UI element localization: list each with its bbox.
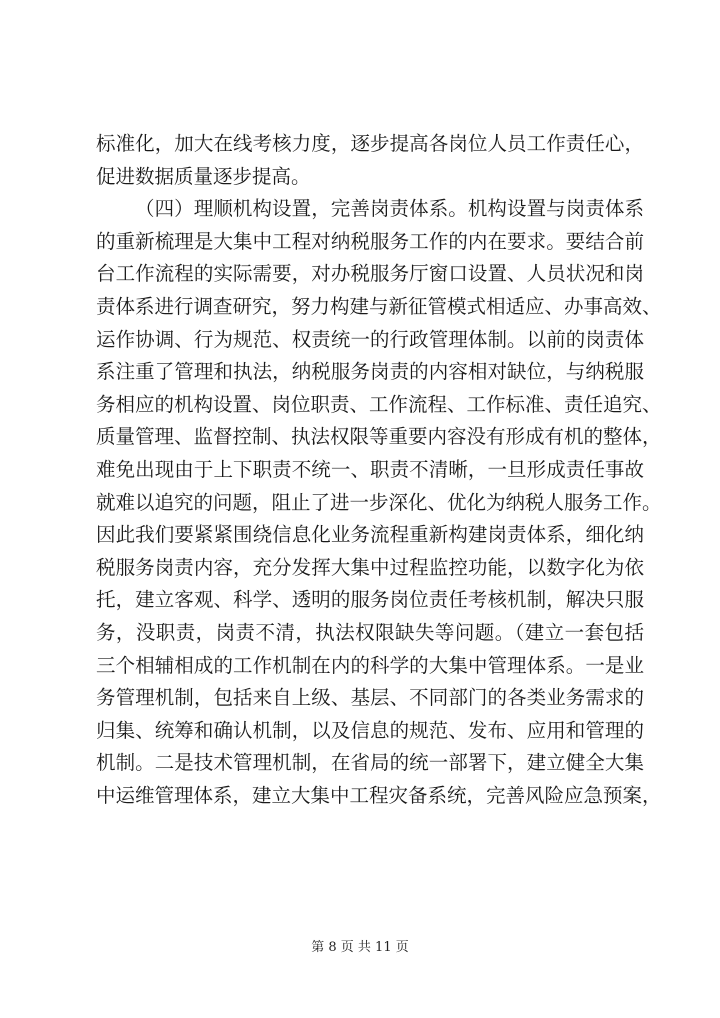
- text-line: 税服务岗责内容，充分发挥大集中过程监控功能，以数字化为依: [96, 555, 644, 579]
- text-line: 标准化，加大在线考核力度，逐步提高各岗位人员工作责任心，: [96, 132, 644, 155]
- text-line: 务管理机制，包括来自上级、基层、不同部门的各类业务需求的: [96, 686, 644, 710]
- text-line: 因此我们要紧紧围绕信息化业务流程重新构建岗责体系，细化纳: [96, 523, 644, 547]
- text-line: 托，建立客观、科学、透明的服务岗位责任考核机制，解决只服: [96, 588, 644, 612]
- section-heading-line: （四）理顺机构设置，完善岗责体系。机构设置与岗责体系: [135, 197, 644, 221]
- page-footer: 第 8 页 共 11 页: [311, 940, 409, 955]
- text-line: 运作协调、行为规范、权责统一的行政管理体制。以前的岗责体: [96, 327, 644, 351]
- text-line: 的重新梳理是大集中工程对纳税服务工作的内在要求。要结合前: [96, 229, 644, 253]
- text-line: 务，没职责，岗责不清，执法权限缺失等问题。（建立一套包括: [96, 620, 644, 644]
- text-line: 机制。二是技术管理机制，在省局的统一部署下，建立健全大集: [96, 751, 644, 775]
- text-line: 就难以追究的问题，阻止了进一步深化、优化为纳税人服务工作。: [96, 490, 662, 514]
- text-line: 中运维管理体系，建立大集中工程灾备系统，完善风险应急预案，: [96, 783, 662, 807]
- text-line: 台工作流程的实际需要，对办税服务厅窗口设置、人员状况和岗: [96, 262, 644, 286]
- text-line: 务相应的机构设置、岗位职责、工作流程、工作标准、责任追究、: [96, 392, 662, 416]
- text-line: 系注重了管理和执法，纳税服务岗责的内容相对缺位，与纳税服: [96, 360, 644, 384]
- text-line: 质量管理、监督控制、执法权限等重要内容没有形成有机的整体，: [96, 425, 662, 449]
- text-line: 难免出现由于上下职责不统一、职责不清晰，一旦形成责任事故: [96, 457, 644, 481]
- text-line: 三个相辅相成的工作机制在内的科学的大集中管理体系。一是业: [96, 653, 644, 677]
- text-line: 归集、统筹和确认机制，以及信息的规范、发布、应用和管理的: [96, 718, 644, 742]
- text-line: 责体系进行调查研究，努力构建与新征管模式相适应、办事高效、: [96, 294, 662, 318]
- text-line: 促进数据质量逐步提高。: [96, 164, 311, 188]
- document-body: [96, 128, 662, 812]
